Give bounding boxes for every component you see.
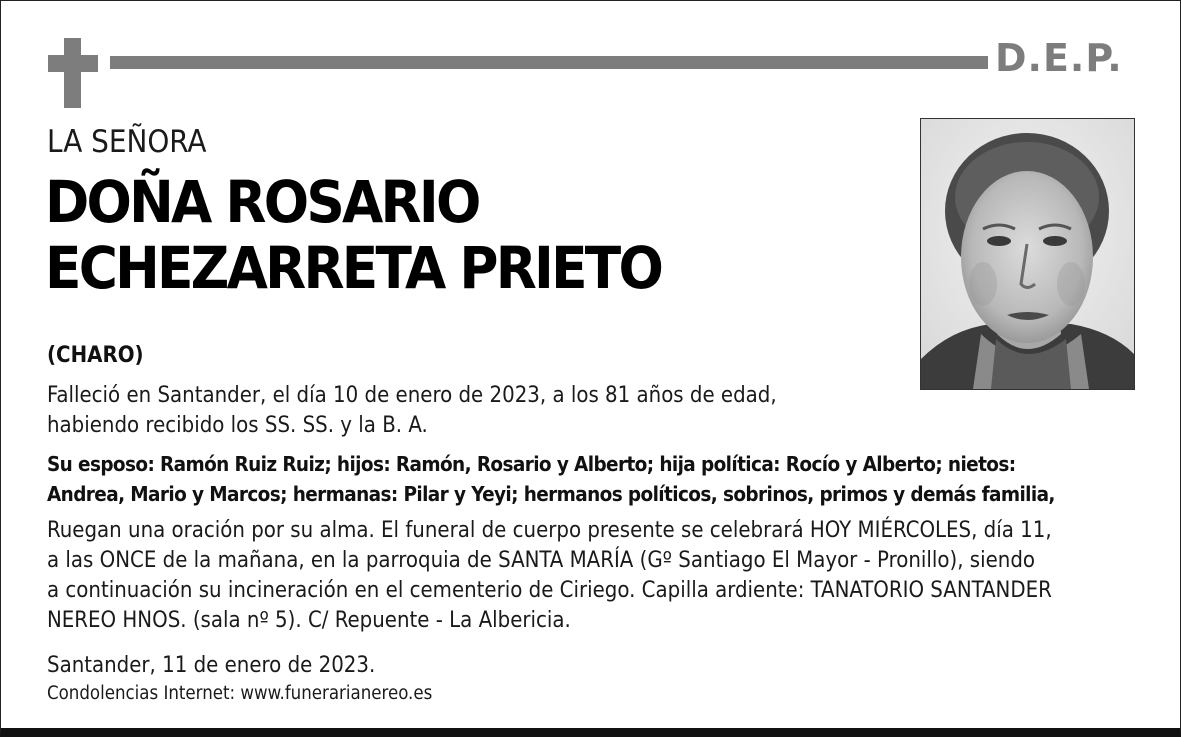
family-list [47, 449, 1055, 509]
funeral-line: a las ONCE de la mañana, en la parroquia de SANTA MARÍA (Gº Santiago El Mayor - Pronillo), siendo [47, 548, 1035, 573]
portrait-photo [920, 118, 1135, 390]
family-line: Su esposo: Ramón Ruiz Ruiz; hijos: Ramón, Rosario y Alberto; hija política: Rocío y Alberto; nietos: [47, 452, 1016, 476]
funeral-line: a continuación su incineración en el cementerio de Ciriego. Capilla ardiente: TANATORIO SANTANDER [47, 578, 1052, 603]
cross-icon-bar [48, 55, 98, 72]
condolences-link[interactable]: Condolencias Internet: www.funerarianereo.es [47, 683, 433, 704]
family-line: Andrea, Mario y Marcos; hermanas: Pilar y Yeyi; hermanos políticos, sobrinos, primos y demás familia, [47, 482, 1055, 506]
funeral-line: Ruegan una oración por su alma. El funeral de cuerpo presente se celebrará HOY MIÉRCOLES, día 11, [47, 518, 1052, 543]
date-place: Santander, 11 de enero de 2023. [47, 653, 376, 678]
cross-icon [64, 38, 81, 108]
honorific: LA SEÑORA [47, 124, 207, 160]
deceased-name [45, 169, 661, 301]
funeral-line: NEREO HNOS. (sala nº 5). C/ Repuente - La Albericia. [47, 608, 571, 633]
death-notice-line: habiendo recibido los SS. SS. y la B. A. [47, 413, 428, 438]
funeral-details [47, 516, 1052, 636]
name-line-2: ECHEZARRETA PRIETO [45, 234, 662, 302]
header-rule [110, 56, 988, 69]
death-notice [47, 381, 777, 441]
nickname: (CHARO) [47, 343, 144, 368]
dep-label: D.E.P. [995, 36, 1123, 80]
name-line-1: DOÑA ROSARIO [45, 168, 479, 236]
death-notice-line: Falleció en Santander, el día 10 de enero de 2023, a los 81 años de edad, [47, 383, 777, 408]
